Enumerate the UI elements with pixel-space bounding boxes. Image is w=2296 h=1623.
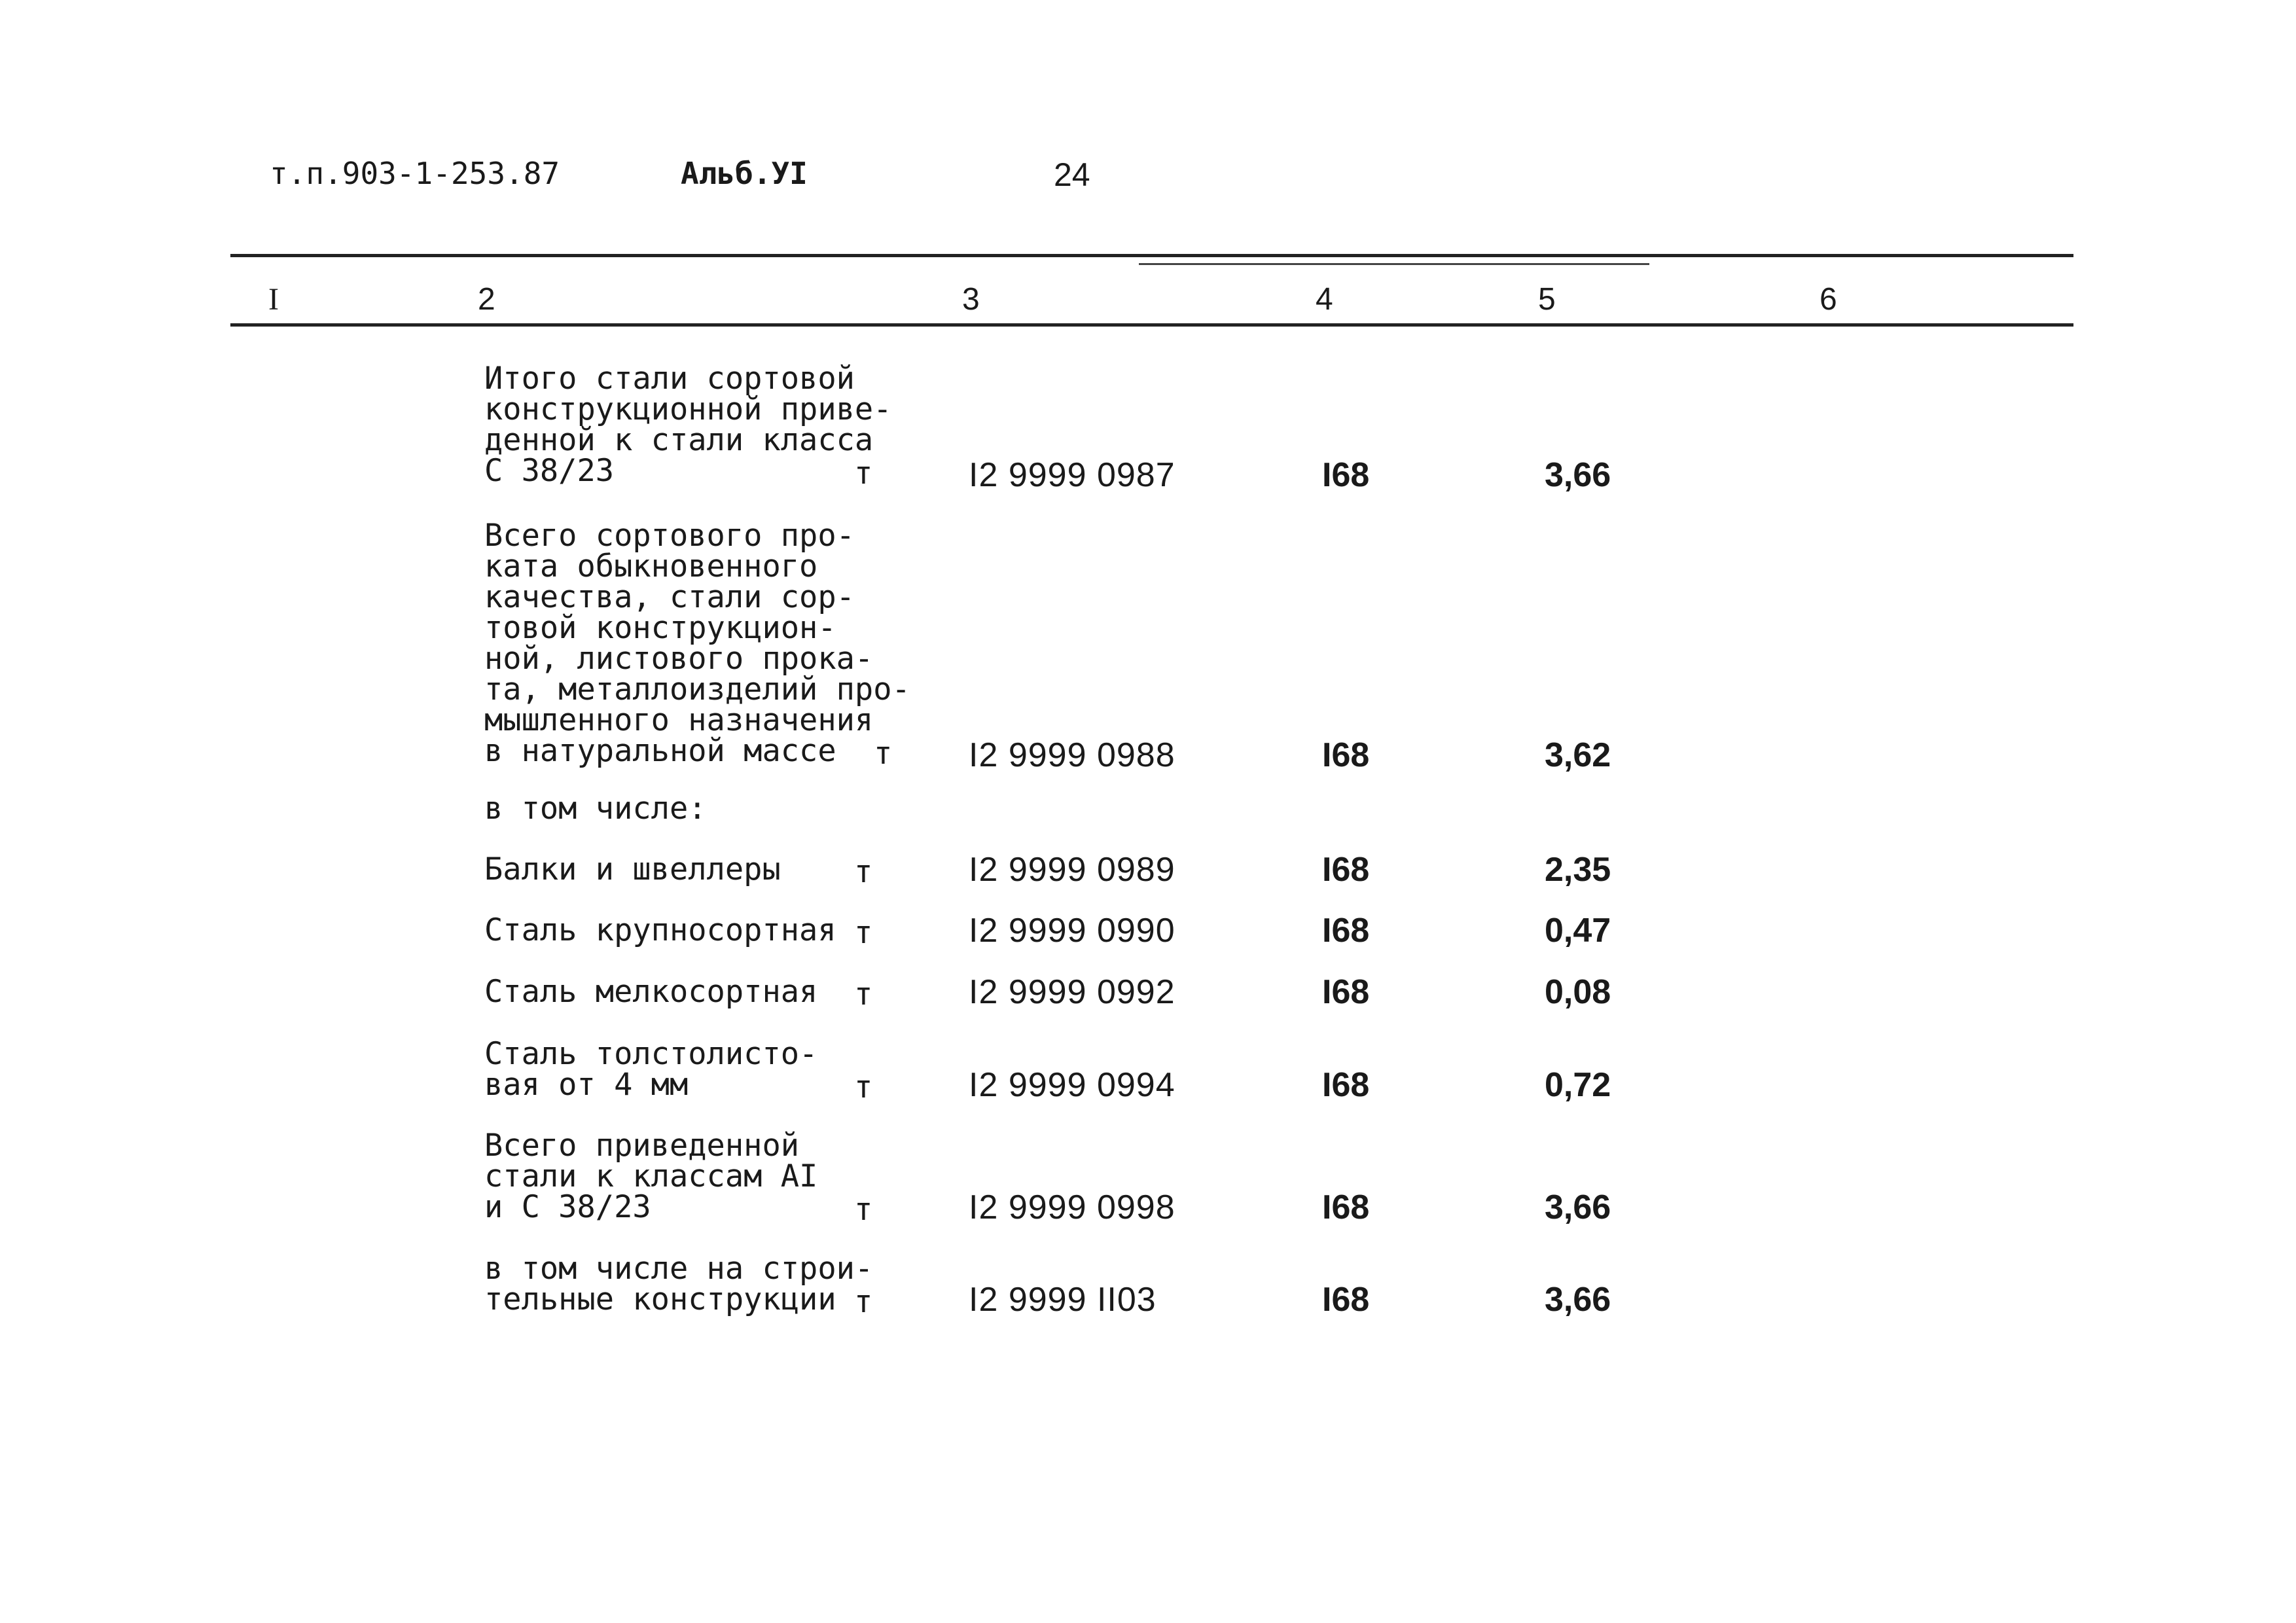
row-qty: I68	[1322, 1281, 1370, 1319]
row-description: Сталь крупносортная	[484, 912, 836, 948]
row-qty: I68	[1322, 912, 1370, 950]
row-value: 3,66	[1545, 1281, 1611, 1319]
row-qty: I68	[1322, 1188, 1370, 1226]
row-unit: т	[854, 1069, 873, 1105]
table-top-rule-secondary	[1139, 263, 1649, 265]
row-unit: т	[854, 976, 873, 1012]
row-value: 0,47	[1545, 912, 1611, 950]
document-code: т.п.903-1-253.87	[270, 156, 560, 191]
row-value: 3,66	[1545, 456, 1611, 494]
row-code: I2 9999 0998	[969, 1188, 1175, 1226]
row-code: I2 9999 0987	[969, 456, 1175, 494]
row-value: 2,35	[1545, 851, 1611, 889]
row-qty: I68	[1322, 736, 1370, 774]
column-number-3: 3	[962, 282, 980, 317]
row-code: I2 9999 0992	[969, 973, 1175, 1011]
row-description: Сталь толстолисто- вая от 4 мм	[484, 1036, 818, 1103]
page-number: 24	[1054, 156, 1090, 193]
row-value: 3,66	[1545, 1188, 1611, 1226]
row-unit: т	[874, 736, 893, 772]
column-number-6: 6	[1820, 282, 1837, 317]
row-description: Всего приведенной стали к классам AI и С 38/23	[484, 1128, 818, 1225]
column-number-5: 5	[1538, 282, 1556, 317]
row-qty: I68	[1322, 456, 1370, 494]
row-description: в том числе на строи- тельные конструкции	[484, 1251, 874, 1317]
header-bottom-rule	[230, 323, 2073, 327]
row-unit: т	[854, 455, 873, 491]
row-value: 3,62	[1545, 736, 1611, 774]
row-qty: I68	[1322, 1066, 1370, 1104]
column-number-4: 4	[1316, 282, 1333, 317]
column-number-2: 2	[478, 282, 495, 317]
row-qty: I68	[1322, 851, 1370, 889]
row-unit: т	[854, 1284, 873, 1320]
column-number-1: I	[268, 282, 279, 317]
album-number: Альб.УI	[681, 156, 808, 191]
row-description: Сталь мелкосортная	[484, 974, 818, 1010]
table-top-rule	[230, 254, 2073, 257]
row-description: Итого стали сортовой конструкционной приве- денной к стали класса С 38/23	[484, 361, 892, 489]
row-description: в том числе:	[484, 791, 707, 827]
row-code: I2 9999 0988	[969, 736, 1175, 774]
row-unit: т	[854, 854, 873, 890]
row-unit: т	[854, 1192, 873, 1228]
row-value: 0,72	[1545, 1066, 1611, 1104]
row-code: I2 9999 II03	[969, 1281, 1157, 1319]
row-description: Балки и швеллеры	[484, 851, 781, 887]
row-code: I2 9999 0990	[969, 912, 1175, 950]
row-qty: I68	[1322, 973, 1370, 1011]
row-code: I2 9999 0989	[969, 851, 1175, 889]
row-description: Всего сортового про- ката обыкновенного качества, стали сор- товой конструкцион- ной, листового прока- та, металлоизделий про- мышленного назначения в натуральной массе	[484, 518, 910, 769]
row-value: 0,08	[1545, 973, 1611, 1011]
row-code: I2 9999 0994	[969, 1066, 1175, 1104]
row-unit: т	[854, 915, 873, 951]
